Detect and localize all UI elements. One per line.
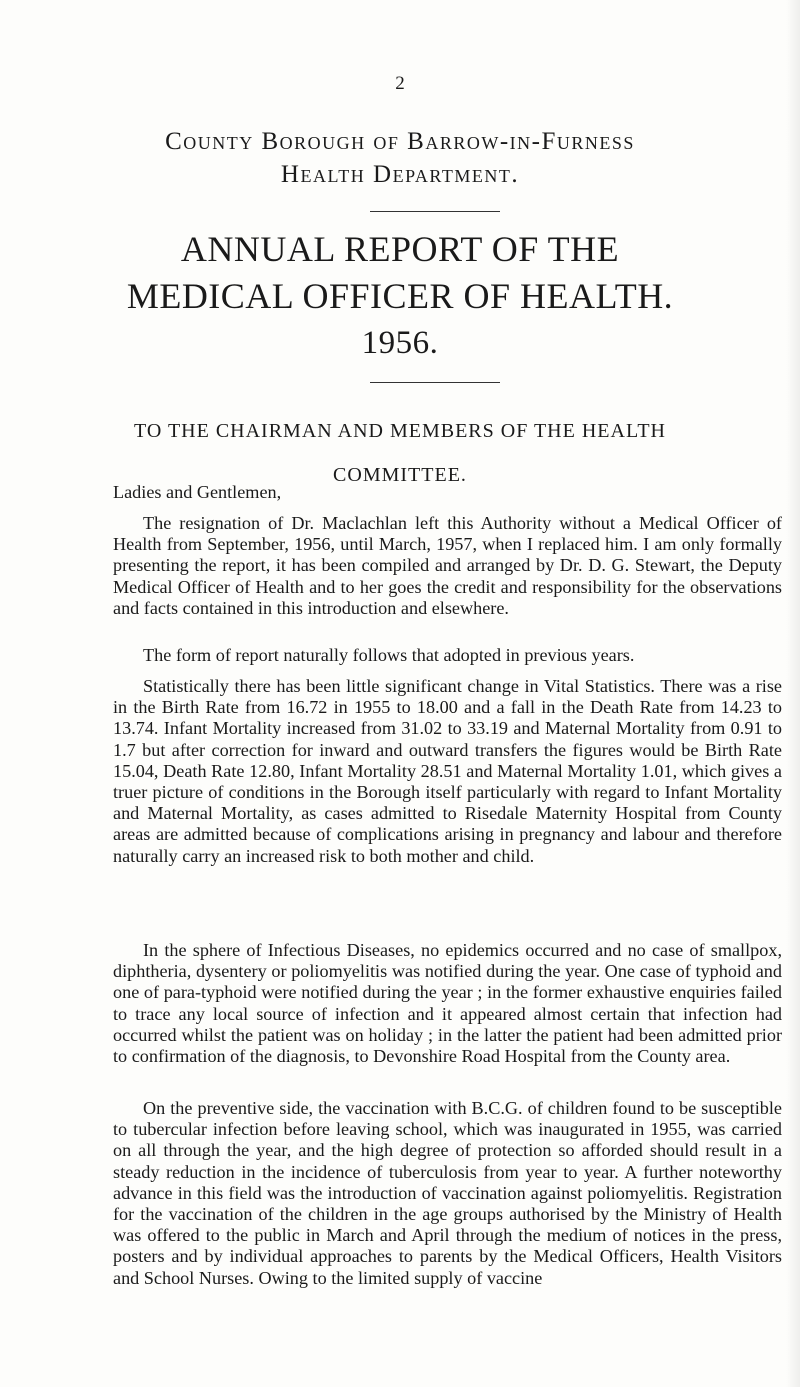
- page-number: 2: [395, 73, 405, 94]
- header-department: Health Department.: [280, 161, 520, 188]
- paragraph-resignation: The resignation of Dr. Maclachlan left this Authority without a Medical Officer of Health from September, 1956, until March, 1957, when I replaced him. I am only formally presenting the report, it has been compiled and arranged by Dr. D. G. Stewart, the Deputy Medical Officer of Health and to her goes the credit and responsibility for the observations and facts contained in this introduction and elsewhere.: [113, 513, 782, 618]
- page-edge-shadow: [786, 0, 800, 1387]
- divider-rule-bottom: [370, 382, 500, 383]
- salutation: Ladies and Gentlemen,: [113, 482, 282, 502]
- paragraph-infectious-diseases: In the sphere of Infectious Diseases, no epidemics occurred and no case of smallpox, diphtheria, dysentery or poliomyelitis was notified during the year. One case of typhoid and one of para-typhoid were notified during the year ; in the former exhaustive enquiries failed to trace any local source of infection and it appeared almost certain that infection had occurred whilst the patient was on holiday ; in the latter the patient had been admitted prior to confirmation of the diagnosis, to Devonshire Road Hospital from the County area.: [113, 940, 782, 1067]
- document-header: [0, 125, 800, 191]
- divider-rule-top: [370, 211, 500, 212]
- title-line-1: ANNUAL REPORT OF THE: [180, 229, 620, 269]
- report-title: [0, 226, 800, 367]
- paragraph-report-form: The form of report naturally follows that adopted in previous years.: [143, 645, 635, 665]
- title-line-2: MEDICAL OFFICER OF HEALTH.: [126, 276, 674, 316]
- header-authority: County Borough of Barrow-in-Furness: [165, 128, 635, 155]
- paragraph-preventive-side: On the preventive side, the vaccination with B.C.G. of children found to be susceptible to tubercular infection before leaving school, which was inaugurated in 1955, was carried on all through the year, and the high degree of protection so afforded should result in a steady reduction in the incidence of tuberculosis from year to year. A further noteworthy advance in this field was the introduction of vaccination against poliomyelitis. Registration for the vaccination of the children in the age groups authorised by the Ministry of Health was offered to the public in March and April through the medium of notices in the press, posters and by individual approaches to parents by the Medical Officers, Health Visitors and School Nurses. Owing to the limited supply of vaccine: [113, 1098, 782, 1288]
- addressee-line-1: TO THE CHAIRMAN AND MEMBERS OF THE HEALTH: [134, 420, 666, 442]
- paragraph-vital-statistics: Statistically there has been little significant change in Vital Statistics. There was a rise in the Birth Rate from 16.72 in 1955 to 18.00 and a fall in the Death Rate from 14.23 to 13.74. Infant Mortality increased from 31.02 to 33.19 and Maternal Mortality from 0.91 to 1.7 but after correction for inward and outward transfers the figures would be Birth Rate 15.04, Death Rate 12.80, Infant Mortality 28.51 and Maternal Mortality 1.01, which gives a truer picture of conditions in the Borough itself particularly with regard to Infant Mortality and Maternal Mortality, as cases admitted to Risedale Maternity Hospital from County areas are admitted because of complications arising in pregnancy and labour and therefore naturally carry an increased risk to both mother and child.: [113, 676, 782, 866]
- title-year: 1956.: [361, 325, 439, 361]
- addressee-line-2: COMMITTEE.: [333, 464, 467, 486]
